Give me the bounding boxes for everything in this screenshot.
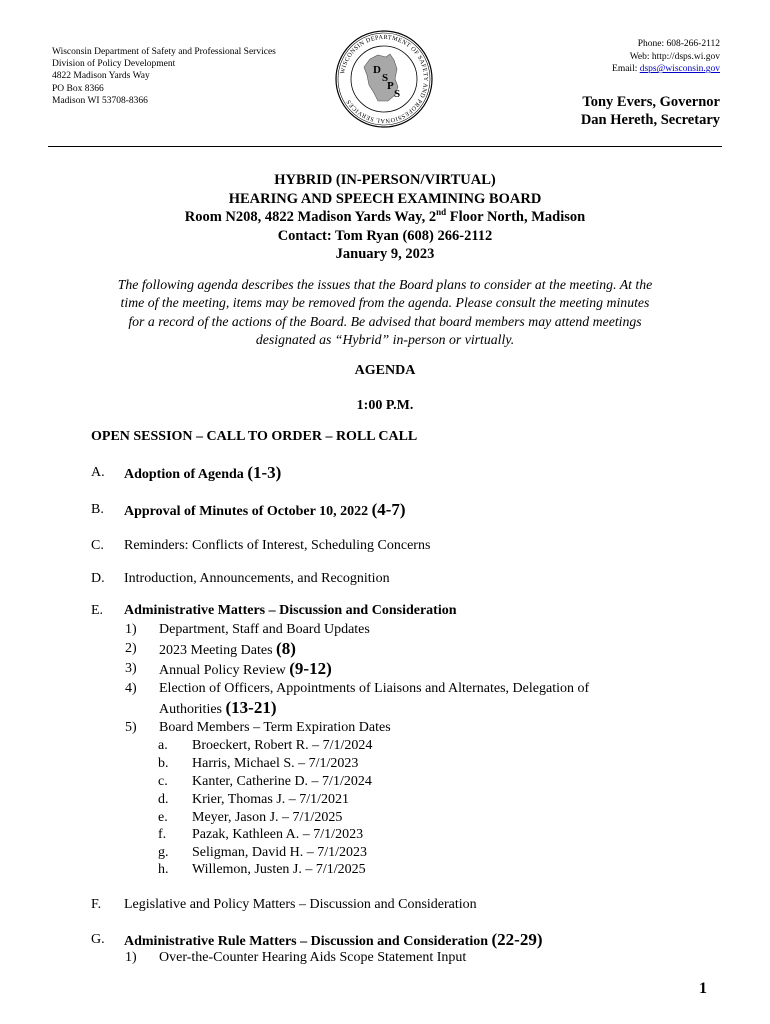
page-number: 1 — [699, 980, 707, 997]
address-line: Wisconsin Department of Safety and Professional Services — [52, 47, 276, 57]
item-text: Approval of Minutes of October 10, 2022 (4-7) — [124, 500, 406, 519]
page-ref: (9-12) — [289, 659, 332, 678]
contact-info — [612, 38, 720, 76]
address-line: PO Box 8366 — [52, 83, 104, 94]
item-letter: D. — [91, 571, 105, 586]
board-name: HEARING AND SPEECH EXAMINING BOARD — [228, 190, 542, 207]
address-line: Division of Policy Development — [52, 59, 176, 70]
item-text: Adoption of Agenda (1-3) — [124, 463, 282, 482]
meeting-title-block — [0, 171, 770, 264]
page-ref: (22-29) — [491, 930, 543, 949]
agenda-heading: AGENDA — [354, 363, 416, 378]
item-text: Legislative and Policy Matters – Discussion and Consideration — [124, 897, 477, 912]
intro-line: The following agenda describes the issues that the Board plans to consider at the meeting. At the — [117, 277, 653, 292]
meeting-contact: Contact: Tom Ryan (608) 266-2112 — [277, 227, 493, 244]
item-letter: B. — [91, 502, 104, 517]
meeting-time: 1:00 P.M. — [356, 398, 414, 413]
seal-ring-text: WISCONSIN DEPARTMENT OF SAFETY AND PROFESSIONAL SERVICES — [339, 33, 430, 125]
seal-letter: P — [387, 80, 394, 92]
meeting-type: HYBRID (IN-PERSON/VIRTUAL) — [274, 172, 496, 188]
intro-line: designated as “Hybrid” in-person or virtually. — [255, 331, 515, 347]
email-row — [612, 63, 720, 76]
meeting-location: Room N208, 4822 Madison Yards Way, 2nd Floor North, Madison — [184, 207, 586, 225]
item-letter: C. — [91, 538, 104, 553]
address-line: 4822 Madison Yards Way — [52, 71, 150, 82]
seal-letter: D — [373, 64, 381, 76]
governor: Tony Evers, Governor — [582, 94, 720, 110]
item-letter: F. — [91, 897, 102, 912]
dsps-seal-logo — [334, 29, 434, 129]
seal-letter: S — [394, 88, 401, 100]
open-session-heading: OPEN SESSION – CALL TO ORDER – ROLL CALL — [91, 429, 418, 444]
item-text: Administrative Matters – Discussion and Consideration — [124, 603, 457, 618]
wisconsin-map-icon — [364, 54, 401, 101]
page-ref: (13-21) — [225, 698, 277, 717]
page-ref: (4-7) — [371, 500, 406, 519]
item-text: Reminders: Conflicts of Interest, Scheduling Concerns — [124, 538, 431, 553]
secretary: Dan Hereth, Secretary — [580, 112, 720, 128]
item-letter: G. — [91, 932, 105, 947]
phone: Phone: 608-266-2112 — [637, 39, 720, 49]
item-text: Administrative Rule Matters – Discussion and Consideration (22-29) — [124, 930, 543, 949]
meeting-date: January 9, 2023 — [335, 246, 435, 262]
item-letter: E. — [91, 603, 104, 618]
page-ref: (1-3) — [247, 463, 282, 482]
email-link[interactable]: dsps@wisconsin.gov — [639, 64, 720, 75]
address-line: Madison WI 53708-8366 — [52, 95, 148, 106]
page-ref: (8) — [276, 639, 296, 658]
header-divider — [48, 146, 722, 147]
agency-address — [52, 46, 276, 107]
item-letter: A. — [91, 465, 105, 480]
item-text: Introduction, Announcements, and Recognition — [124, 571, 390, 586]
email-label: Email: — [612, 64, 640, 75]
intro-paragraph — [84, 276, 686, 349]
seal-letter: S — [382, 72, 389, 84]
intro-line: time of the meeting, items may be removed from the agenda. Please consult the meeting minutes — [120, 295, 650, 311]
intro-line: for a record of the actions of the Board. Be advised that board members may attend meetings — [128, 313, 642, 329]
website: Web: http://dsps.wi.gov — [629, 51, 720, 62]
officials — [581, 93, 720, 129]
